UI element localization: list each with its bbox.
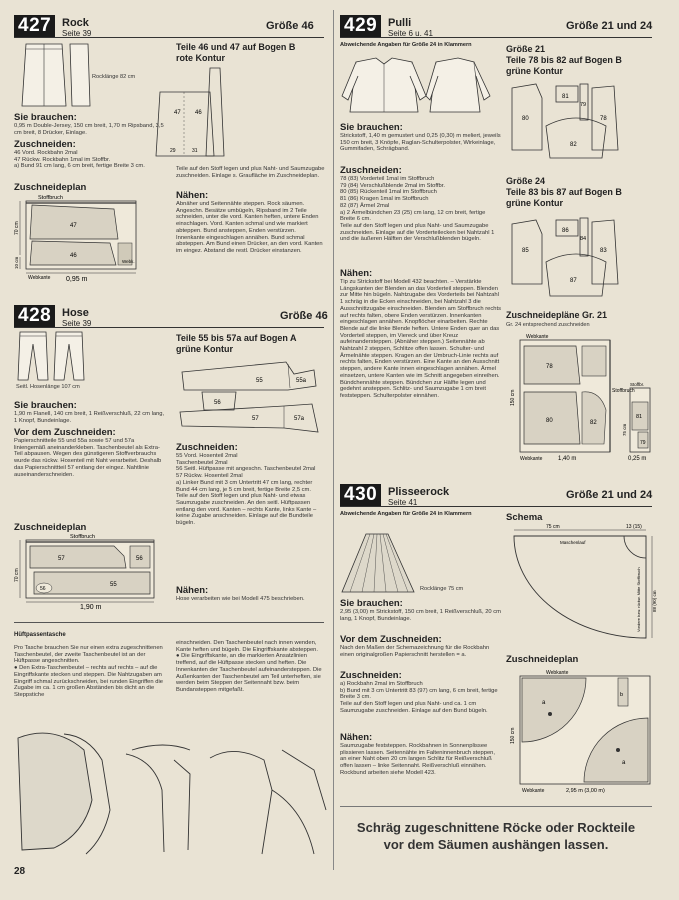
cutting-text: a) Rockbahn 2mal im Stoffbruch b) Bund mit 3 cm Untertritt 83 (97) cm lang, 6 cm breit, fertige Breite 3 cm. Teile auf den Stoff legen und plus Naht- und ca. 1 cm Saumzugabe zuschneiden. Einlage auf den Bund bügeln. <box>340 681 498 714</box>
plan-width: 1,90 m <box>80 604 102 611</box>
schema-maschenlauf: Maschenlauf <box>560 540 586 545</box>
heading-naehen: Nähen: <box>340 268 373 279</box>
plan-stoffbr: Stoffbr. <box>630 382 645 387</box>
trousers-illustration <box>16 330 106 382</box>
plan-piece-56b: 56 <box>40 586 46 592</box>
contour-ref: rote Kontur <box>176 53 225 63</box>
sewing-text: Hose verarbeiten wie bei Modell 475 beschrieben. <box>176 596 305 602</box>
skirt-illustration <box>14 40 94 110</box>
model-number: 430 <box>344 484 378 505</box>
column-divider <box>333 10 334 870</box>
model-title: Rock <box>62 17 89 29</box>
cutting-text: 46 Vord. Rockbahn 2mal 47 Rückw. Rockbahn 1mal im Stoffbr. a) Bund 91 cm lang, 6 cm breit, fertige Breite 3 cm. <box>14 150 145 170</box>
piece-label-46: 46 <box>195 110 202 116</box>
section-rule <box>340 37 652 38</box>
model-size: Größe 46 <box>280 310 328 322</box>
trousers-length: Seitl. Hosenlänge 107 cm <box>16 384 80 390</box>
skirt-schema-diagram <box>506 522 656 642</box>
plan-piece-b: b <box>620 692 624 698</box>
heading-cutting-plan: Zuschneideplan <box>14 182 87 193</box>
contour-ref-21: grüne Kontur <box>506 66 563 76</box>
piece-label-86: 86 <box>562 228 569 234</box>
pocket-text-col1: Pro Tasche brauchen Sie nur einen extra zugeschnittenen Taschenbeutel, der zweite Taschenbeutel ist an der Hüftpasse angeschnitten. ● Den Extra-Taschenbeutel – rechts auf rechts – auf die Eingriffskante stecken und steppen. Die Nahtzugaben am Eingriff schmal zurückschneiden, bei runden Eingriffen die Zugabe im ca. 1 cm großen Abständen bis dicht an die Steppstiche <box>14 645 163 698</box>
sheet-size-24: Größe 24 <box>506 176 546 186</box>
plan-piece-79: 79 <box>640 440 646 446</box>
model-page-ref: Seite 6 u. 41 <box>388 29 433 38</box>
piece-label-56: 56 <box>214 400 221 406</box>
sheet-ref: Teile 46 und 47 auf Bogen B <box>176 42 296 52</box>
section-rule <box>340 506 652 507</box>
schema-center-label: Vordere bzw. rückw. Mitte Stoffbruch <box>636 567 641 632</box>
heading-cutting-plans: Zuschneidepläne Gr. 21 <box>506 310 608 320</box>
plan-height-150: 150 cm <box>510 389 516 406</box>
plan-width: 0,95 m <box>66 276 88 283</box>
heading-naehen: Nähen: <box>176 585 209 596</box>
piece-label-82: 82 <box>570 142 577 148</box>
piece-label-83: 83 <box>600 248 607 254</box>
piece-label-55: 55 <box>256 378 263 384</box>
heading-zuschneiden: Zuschneiden: <box>176 442 238 453</box>
plan-width: 2,95 m (3,00 m) <box>566 788 605 794</box>
model-size: Größe 21 und 24 <box>566 20 653 32</box>
heading-cutting-plan: Zuschneideplan <box>506 654 579 665</box>
model-number-badge <box>340 484 381 506</box>
piece-label-31: 31 <box>192 148 198 154</box>
model-number: 428 <box>18 305 52 326</box>
heading-zuschneiden: Zuschneiden: <box>14 139 76 150</box>
piece-label-29: 29 <box>170 148 176 154</box>
heading-sie-brauchen: Sie brauchen: <box>14 400 77 411</box>
schema-width-13: 13 (15) <box>626 524 642 530</box>
cutting-text: 55 Vord. Hosenteil 2mal Taschenbeutel 2mal 56 Seitl. Hüftpasse mit angeschn. Taschenbeutel 2mal 57 Rückw. Hosenteil 2mal a) Linker Bund mit 3 cm Untertritt 47 cm lang, rechter Bund 44 cm lang, je 5 cm breit, fertige Breite 2,5 cm. Teile auf den Stoff legen und plus Naht- und etwas Saumzugabe zuschneiden. An den seitl. Hüftpassen entlang den vord. Kanten – rechts Kante, links Kante – keine Zugabe anschneiden. Einlage auf die Bundteile bügeln. <box>176 453 317 527</box>
sewing-text: Abnäher und Seitennähte steppen. Rock säumen. Angeschn. Besätze umbügeln, Ripsband im 2 Teile schneiden, unter die vord. Kanten heften, untere Enden einschlagen. Vord. Kanten schmal und wie markiert abteppen. Bund ansteppen, Enden verstürzen. Innenkante eingeschlagen annähen. Bund schmal absteppen. Am Bund einen Drücker, an den vord. Kanten im eingez. Abstand die restl. Drücker einstanzen. <box>176 201 323 254</box>
sheet-size-21: Größe 21 <box>506 44 546 54</box>
plan-piece-56: 56 <box>136 556 143 562</box>
heading-sie-brauchen: Sie brauchen: <box>340 598 403 609</box>
pullover-pattern-pieces-21 <box>506 80 656 170</box>
cutting-text: 78 (83) Vorderteil 1mal im Stoffbruch 79 (84) Verschlußblende 2mal im Stoffbr. 80 (85) Rückenteil 1mal im Stoffbruch 81 (86) Kragen 1mal im Stoffbruch 82 (87) Ärmel 2mal a) 2 Ärmelbündchen 23 (25) cm lang, 12 cm breit, fertige Breite 6 cm. Teile auf den Stoff legen und plus Naht- und Saumzugabe zuschneiden. Einlage auf die Vorderteilecken bei Nahtzahl 1 und die äußeren Hälften der Verschlußblenden bügeln. <box>340 176 495 243</box>
plan-height-70: 70 cm <box>14 568 20 582</box>
section-rule <box>14 622 324 623</box>
plan-webk: Webk. <box>122 259 135 264</box>
cutting-plan-429 <box>506 332 656 464</box>
pleated-skirt-illustration <box>340 530 420 596</box>
piece-label-85: 85 <box>522 248 529 254</box>
section-rule <box>14 327 324 328</box>
model-title: Plisseerock <box>388 486 450 498</box>
plan-piece-a1: a <box>542 700 546 706</box>
plan-piece-55: 55 <box>110 582 117 588</box>
plan-webkante: Webkante <box>28 275 51 281</box>
heading-vor-dem-zuschneiden: Vor dem Zuschneiden: <box>14 427 116 438</box>
heading-cutting-plan: Zuschneideplan <box>14 522 87 533</box>
pocket-text-col2: einschneiden. Den Taschenbeutel nach innen wenden, Kante heften und bügeln. Die Eingriffskante absteppen. ● Die Eingriffskante, an die markierten Ansatzlinien treffend, auf die Hüftpasse stecken und heften. Die Innenkanten der Taschenbeutel aufeinandersteppen. Die Außenkanten der Taschenbeutel am Teil unterheften, sie werden beim Steppen der Seitennaht bzw. beim Bundansteppen mitgefaßt. <box>176 640 322 693</box>
materials-text: Strickstoff, 1,40 m gemustert und 0,25 (0,30) m meliert, jeweils 150 cm breit, 3 Knöpfe, Raglan-Schulterpolster, Wirkeinlage, Gummifaden, Schrägband. <box>340 133 501 153</box>
sheet-ref: Teile 55 bis 57a auf Bogen A <box>176 333 297 343</box>
plan-piece-81: 81 <box>636 414 643 420</box>
pullover-illustration <box>340 56 500 118</box>
cutting-plan-428 <box>14 534 174 614</box>
cutting-plans-note: Gr. 24 entsprechend zuschneiden <box>506 322 590 328</box>
sheet-ref-21: Teile 78 bis 82 auf Bogen B <box>506 55 622 65</box>
materials-text: 2,95 (3,00) m Strickstoff, 150 cm breit, 1 Reißverschluß, 20 cm lang, 1 Knopf, Bundeinlage. <box>340 609 501 622</box>
piece-label-57: 57 <box>252 416 259 422</box>
plan-height-150: 150 cm <box>510 727 516 744</box>
section-rule <box>14 37 324 38</box>
piece-label-55a: 55a <box>296 378 307 384</box>
footer-note-line2: vor dem Säumen aushängen lassen. <box>383 837 609 852</box>
plan-piece-a2: a <box>622 760 626 766</box>
pullover-pattern-pieces-24 <box>506 212 656 302</box>
piece-label-47: 47 <box>174 110 181 116</box>
model-number: 427 <box>18 15 52 36</box>
piece-label-57a: 57a <box>294 416 305 422</box>
plan-piece-80: 80 <box>546 418 553 424</box>
model-page-ref: Seite 41 <box>388 498 418 507</box>
model-title: Hose <box>62 307 89 319</box>
model-size: Größe 21 und 24 <box>566 489 653 501</box>
piece-label-84: 84 <box>580 236 587 242</box>
heading-zuschneiden: Zuschneiden: <box>340 670 402 681</box>
skirt-length: Rocklänge 75 cm <box>420 586 464 592</box>
plan-piece-46: 46 <box>70 253 77 259</box>
heading-naehen: Nähen: <box>176 190 209 201</box>
sewing-text: Saumzugabe feststeppen. Rockbahnen in Sonnenplissee plissieren lassen. Seitennähte im Falteninnenbruch steppen, an einer Naht oben 20 cm langen Schlitz für Reißverschluß offen lassen – linke Seitennaht. Reißverschluß einnähen. Rockbund arbeiten siehe Modell 423. <box>340 743 496 776</box>
materials-text: 0,95 m Double-Jersey, 150 cm breit, 1,70 m Ripsband, 3,5 cm breit, 8 Drücker, Einlage. <box>14 123 164 136</box>
heading-sie-brauchen: Sie brauchen: <box>14 112 77 123</box>
sewing-text: Tip zu Strickstoff bei Modell 432 beachten. – Verstärkte Längskanten der Blenden an das Vorderteil steppen. Blenden zur Mitte hin bügeln. Nahtzugabe des Vorderteils bei Nahtzahl 1 schräg in die Ecken einschneiden, bei Nahtzahl 3 die Ausschnittzugabe einschneiden. Blenden am Stoffbruch rechts auf rechts falten, obere Enden verstürzen. Innenkanten eingeschlagen annähen. Knopflöcher einarbeiten. Rechte Blende auf die linke Blende heften. Untere Enden quer an das Vorderteil steppen, im Viereck und über Kreuz aufeinandersteppen. (Abnäher steppen.) Seitennähte ab Nahtzahl 2 steppen, Schlitze offen lassen. Schulter- und Ärmelnähte steppen. Kragen an der Umbruch-Linie rechts auf rechts falten, Enden verstürzen. Eine Kante an den Ausschnitt steppen, andere Kante innen eingeschlagen annähen. Ärmel einsetzen, untere Kanten wie im Schnitt angegeben einreihen. Bündchennähte steppen. Bündchen zur Hälfte legen und gedehnt ansteppen. Schlitz- und Saumzugabe 1 cm breit feststeppen. Schulterpolster einnähen. <box>340 279 502 399</box>
size-note: Abweichende Angaben für Größe 24 in Klammern <box>340 511 472 517</box>
footer-note-line1: Schräg zugeschnittene Röcke oder Rockteile <box>356 820 636 835</box>
plan-width-1: 1,40 m <box>558 456 577 462</box>
model-size: Größe 46 <box>266 20 314 32</box>
piece-label-78: 78 <box>600 116 607 122</box>
size-note: Abweichende Angaben für Größe 24 in Klammern <box>340 42 472 48</box>
plan-webkante: Webkante <box>520 456 543 462</box>
pre-cutting-text: Papierschnitteile 55 und 55a sowie 57 und 57a liniengemäß aneinanderkleben. Taschenbeutel als Extra-Teil abpausen. Wegen des günstigeren Stoffverbrauchs wurde das rückw. Hosenteil mit Naht verarbeitet. Deshalb das Papierschnittteil 57 entlang der eingez. Nahtlinie auseinanderschneiden. <box>14 438 162 478</box>
piece-label-87: 87 <box>570 278 577 284</box>
cut-note: Teile auf den Stoff legen und plus Naht- und Saumzugabe zuschneiden. Einlage s. Graufläche im Zuschneideplan. <box>176 166 325 179</box>
materials-text: 1,90 m Flanell, 140 cm breit, 1 Reißverschluß, 22 cm lang, 1 Knopf, Bundeinlage. <box>14 411 165 424</box>
skirt-pattern-pieces <box>140 60 230 160</box>
piece-label-79: 79 <box>580 102 587 108</box>
contour-ref-24: grüne Kontur <box>506 198 563 208</box>
cutting-plan-430 <box>506 668 656 798</box>
model-number-badge <box>340 15 381 37</box>
plan-width-2: 0,25 m <box>628 456 647 462</box>
plan-webkante: Webkante <box>522 788 545 794</box>
plan-piece-57: 57 <box>58 556 65 562</box>
model-number-badge <box>14 305 55 327</box>
schema-width-75: 75 cm <box>546 524 560 530</box>
pocket-heading: Hüftpassentasche <box>14 632 66 638</box>
plan-piece-47: 47 <box>70 223 77 229</box>
sheet-ref-24: Teile 83 bis 87 auf Bogen B <box>506 187 622 197</box>
plan-height-70: 70 cm <box>14 221 20 235</box>
pre-cutting-text: Nach den Maßen der Schemazeichnung für die Rockbahn einen originalgroßen Papierschnitt herstellen = a. <box>340 645 490 658</box>
piece-label-81: 81 <box>562 94 569 100</box>
pocket-illustrations <box>14 730 334 865</box>
plan-webkante-top: Webkante <box>526 334 549 340</box>
schema-height-88: 88 (90) cm <box>652 590 657 612</box>
model-title: Pulli <box>388 17 412 29</box>
plan-stoffbruch: Stoffbruch <box>612 388 635 394</box>
plan-stoffbruch: Stoffbruch <box>38 195 63 201</box>
heading-sie-brauchen: Sie brauchen: <box>340 122 403 133</box>
heading-vor-dem-zuschneiden: Vor dem Zuschneiden: <box>340 634 442 645</box>
model-page-ref: Seite 39 <box>62 29 92 38</box>
model-number: 429 <box>344 15 378 36</box>
model-number-badge <box>14 15 55 37</box>
plan-piece-82: 82 <box>590 420 597 426</box>
plan-webkante-top: Webkante <box>546 670 569 676</box>
plan-stoffbruch: Stoffbruch <box>70 534 95 540</box>
section-rule <box>340 806 652 807</box>
trousers-pattern-pieces <box>176 356 326 440</box>
cutting-plan-427 <box>14 195 154 285</box>
skirt-length: Rocklänge 82 cm <box>92 74 136 80</box>
heading-zuschneiden: Zuschneiden: <box>340 165 402 176</box>
heading-schema: Schema <box>506 512 543 523</box>
heading-naehen: Nähen: <box>340 732 373 743</box>
plan-height-75: 75 cm <box>622 423 627 436</box>
contour-ref: grüne Kontur <box>176 344 233 354</box>
plan-piece-78: 78 <box>546 364 553 370</box>
page-number: 28 <box>14 866 26 877</box>
piece-label-80: 80 <box>522 116 529 122</box>
plan-height-10: 10 cm <box>14 256 19 269</box>
model-page-ref: Seite 39 <box>62 319 92 328</box>
